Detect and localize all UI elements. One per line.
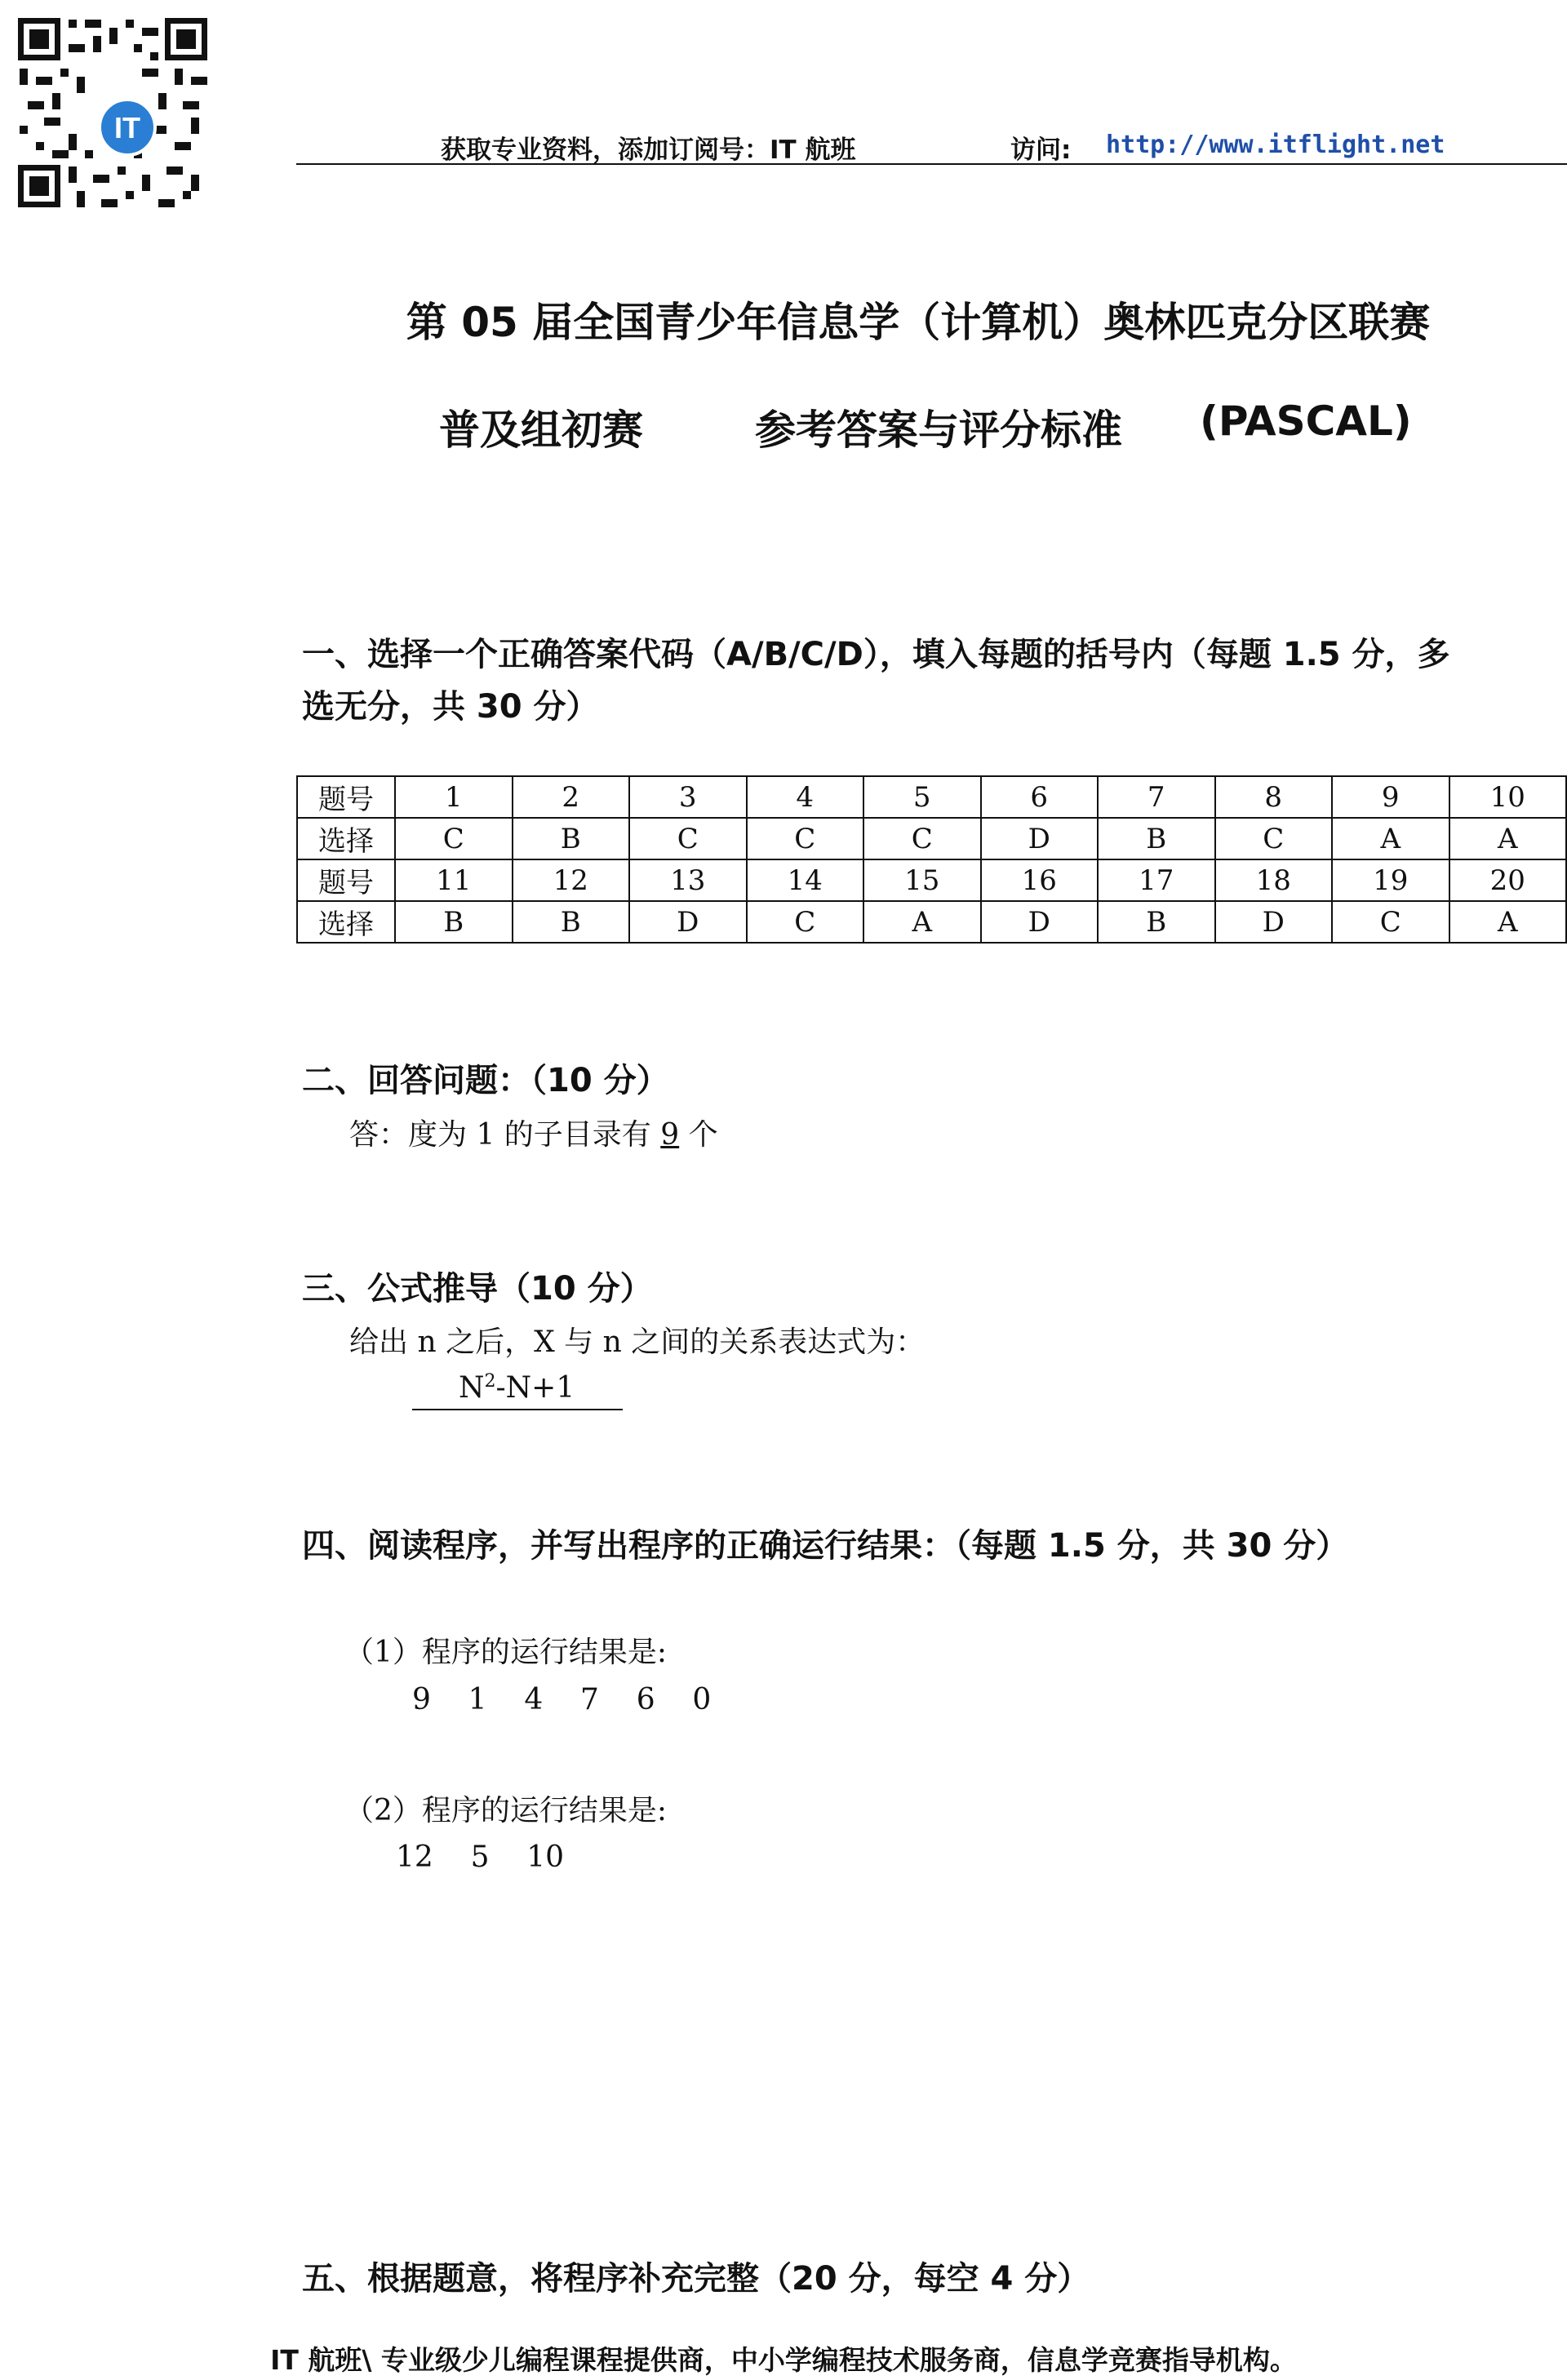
- header-subscribe-text: 获取专业资料，添加订阅号：IT 航班: [441, 135, 856, 165]
- section3-heading: 三、公式推导（10 分）: [302, 1270, 653, 1308]
- q1-label: （1）程序的运行结果是:: [344, 1636, 668, 1669]
- table-cell: B: [1098, 901, 1215, 943]
- table-cell: B: [513, 818, 630, 859]
- answer-value: 9: [660, 1118, 680, 1152]
- answer-prefix: 答：度为 1 的子目录有: [349, 1118, 661, 1152]
- table-cell: 2: [513, 776, 630, 818]
- table-cell: D: [981, 901, 1099, 943]
- table-cell: 1: [395, 776, 513, 818]
- section5-heading: 五、根据题意，将程序补充完整（20 分，每空 4 分）: [302, 2260, 1090, 2298]
- subtitle-group: 普及组初赛: [439, 406, 643, 454]
- table-cell: C: [395, 818, 513, 859]
- table-cell: C: [629, 818, 747, 859]
- formula-answer: [459, 1371, 575, 1405]
- table-cell: A: [1449, 818, 1567, 859]
- table-cell: B: [395, 901, 513, 943]
- document-title: 第 05 届全国青少年信息学（计算机）奥林匹克分区联赛: [406, 299, 1431, 346]
- table-cell: 5: [863, 776, 981, 818]
- table-cell: A: [863, 901, 981, 943]
- table-cell: C: [863, 818, 981, 859]
- table-cell: C: [747, 901, 864, 943]
- table-row: [297, 859, 1566, 901]
- table-row: [297, 901, 1566, 943]
- table-cell: 4: [747, 776, 864, 818]
- header-url-link[interactable]: http://www.itflight.net: [1106, 131, 1445, 159]
- table-cell: 13: [629, 859, 747, 901]
- table-cell: 16: [981, 859, 1099, 901]
- table-cell: 9: [1332, 776, 1449, 818]
- section3-text: 给出 n 之后，X 与 n 之间的关系表达式为：: [349, 1325, 926, 1359]
- table-cell: D: [1215, 901, 1333, 943]
- table-row-header: 题号: [297, 859, 395, 901]
- header-visit-label: 访问:: [1010, 135, 1072, 165]
- formula-rest: -N+1: [495, 1371, 575, 1405]
- formula-exponent: 2: [484, 1371, 496, 1392]
- q2-label: （2）程序的运行结果是:: [344, 1794, 668, 1827]
- table-cell: 6: [981, 776, 1099, 818]
- formula-base: N: [459, 1371, 485, 1405]
- table-cell: C: [1215, 818, 1333, 859]
- qr-code: [15, 15, 211, 211]
- table-cell: 19: [1332, 859, 1449, 901]
- table-cell: C: [1332, 901, 1449, 943]
- table-cell: 8: [1215, 776, 1333, 818]
- table-row: [297, 818, 1566, 859]
- table-row-header: 选择: [297, 901, 395, 943]
- table-cell: 11: [395, 859, 513, 901]
- table-cell: A: [1449, 901, 1567, 943]
- table-cell: 15: [863, 859, 981, 901]
- answer-suffix: 个: [679, 1118, 718, 1152]
- qr-logo-text: IT: [114, 111, 140, 144]
- answer-table: [296, 775, 1567, 944]
- q2-output: 12 5 10: [396, 1841, 565, 1874]
- section2-heading: 二、回答问题：（10 分）: [302, 1062, 669, 1099]
- table-cell: B: [513, 901, 630, 943]
- table-cell: 3: [629, 776, 747, 818]
- section2-answer: [349, 1112, 718, 1153]
- table-cell: 20: [1449, 859, 1567, 901]
- table-cell: D: [981, 818, 1099, 859]
- footer-text: IT 航班\ 专业级少儿编程课程提供商，中小学编程技术服务商，信息学竞赛指导机构。: [270, 2344, 1297, 2376]
- table-row: [297, 776, 1566, 818]
- table-cell: 10: [1449, 776, 1567, 818]
- q1-output: 9 1 4 7 6 0: [412, 1683, 712, 1716]
- table-row-header: 题号: [297, 776, 395, 818]
- table-cell: B: [1098, 818, 1215, 859]
- table-cell: D: [629, 901, 747, 943]
- subtitle-language: (PASCAL): [1200, 397, 1412, 445]
- section1-heading-line2: 选无分，共 30 分）: [302, 688, 599, 726]
- table-row-header: 选择: [297, 818, 395, 859]
- table-cell: 18: [1215, 859, 1333, 901]
- section1-heading-line1: 一、选择一个正确答案代码（A/B/C/D），填入每题的括号内（每题 1.5 分，多: [302, 636, 1450, 673]
- table-cell: 7: [1098, 776, 1215, 818]
- table-cell: 14: [747, 859, 864, 901]
- table-cell: 12: [513, 859, 630, 901]
- subtitle-answer-key: 参考答案与评分标准: [755, 406, 1122, 454]
- header-divider: [296, 163, 1567, 165]
- table-cell: C: [747, 818, 864, 859]
- table-cell: 17: [1098, 859, 1215, 901]
- section4-heading: 四、阅读程序，并写出程序的正确运行结果：（每题 1.5 分，共 30 分）: [302, 1527, 1349, 1565]
- table-cell: A: [1332, 818, 1449, 859]
